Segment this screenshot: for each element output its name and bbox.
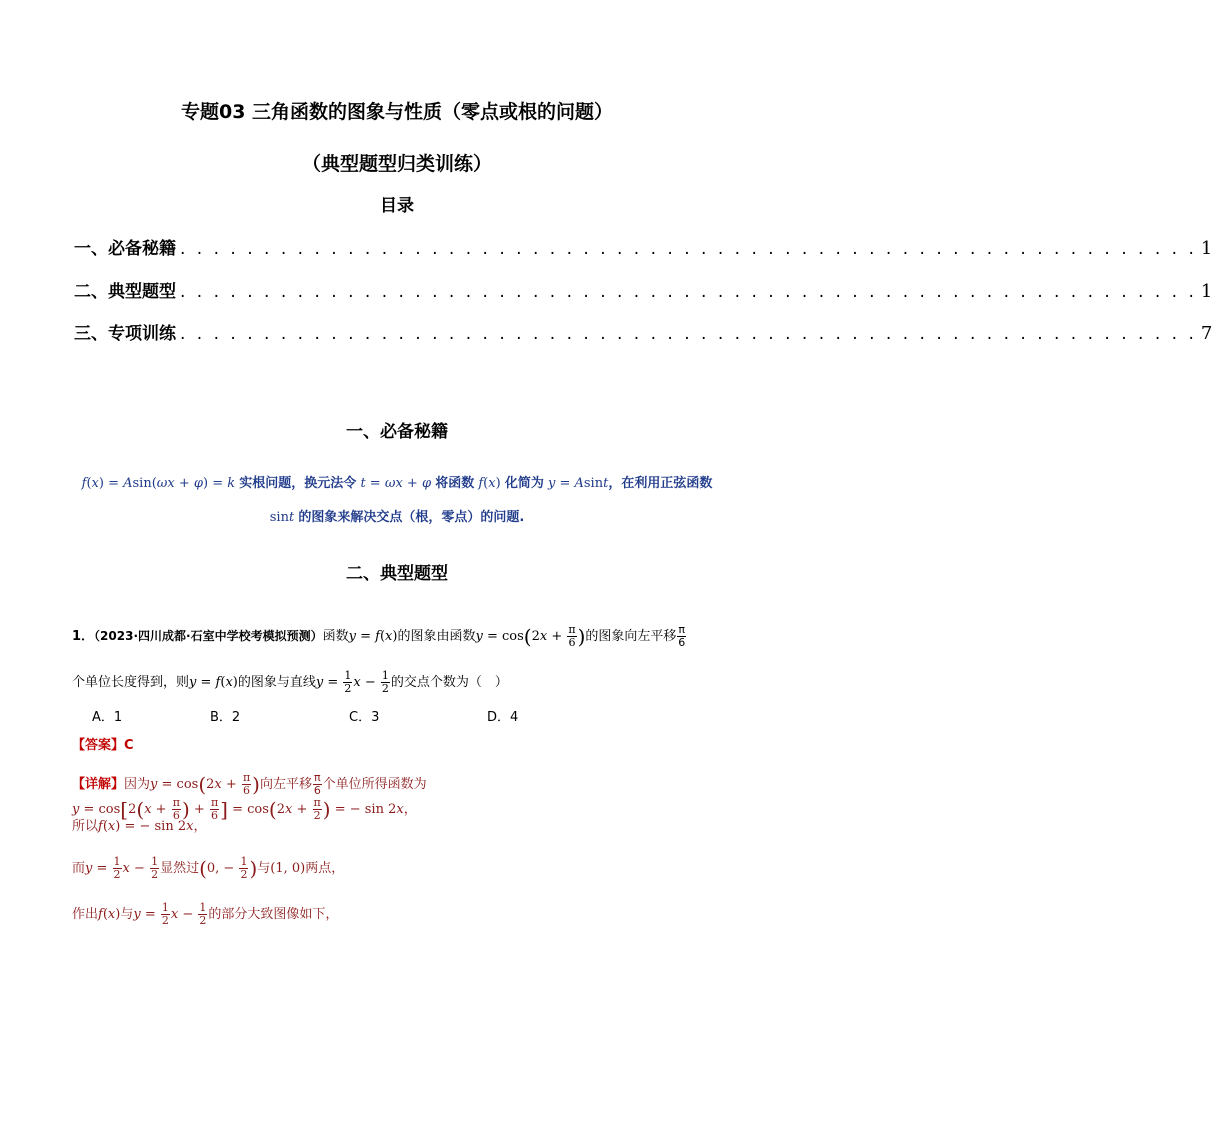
page-subtitle: （典型题型归类训练） [301,153,492,175]
tip-line-1: f(x) = Asin(ωx + φ) = k 实根问题，换元法令 t = ωx + φ 将函数 f(x) 化简为 y = Asint，在利用正弦函数 [81,476,713,491]
toc-page: 1 [1200,238,1212,259]
toc-row[interactable] [74,277,1212,302]
toc-page: 1 [1200,281,1212,302]
toc-page: 7 [1200,323,1212,344]
question-line-2: 个单位长度得到，则y = f(x)的图象与直线y = $\frac{1}{2}$ x − $\frac{1}{2}$ 的交点个数为（ ） [72,669,508,695]
toc-label: 三、专项训练 [74,324,176,344]
toc-leader: . . . . . . . . . . . . . . . . . . . . . . . . . . . . . . . . . . . . . . . . . . . . . . . . . . . . . . . . . . . . . [180,282,1197,302]
toc-leader: . . . . . . . . . . . . . . . . . . . . . . . . . . . . . . . . . . . . . . . . . . . . . . . . . . . . . . . . . . . . . [180,239,1197,259]
option-c[interactable]: C．3 [349,710,380,725]
toc-label: 二、典型题型 [74,282,176,302]
toc-row[interactable] [74,319,1212,344]
section-heading: 二、典型题型 [346,564,448,584]
detail-line-3: 而y = $\frac{1}{2}$ x − $\frac{1}{2}$ 显然过(0, − $\frac{1}{2}$ )与(1, 0)两点， [72,855,345,881]
section-heading: 一、必备秘籍 [346,422,448,442]
detail-line-2: 所以f(x) = − sin 2x， [72,819,207,834]
detail-line-1: 【详解】因为y = cos(2x + $\frac{\pi}{6}$ )向左平移 $\frac{\pi}{6}$ 个单位所得函数为y = cos[2(x + $\frac{\pi}{6}$ ) + $\frac{\pi}{6}$ ] = cos(2x + $\frac{\pi}{2}$ ) = − sin 2x， [72,771,427,822]
answer-line: 【答案】C [72,738,134,753]
option-b[interactable]: B．2 [210,710,241,725]
option-d[interactable]: D．4 [487,710,519,725]
page-title: 专题03 三角函数的图象与性质（零点或根的问题） [180,101,614,123]
question-line-1: 1．（2023·四川成都·石室中学校考模拟预测）函数y = f(x)的图象由函数y = cos(2x + $\frac{\pi}{6}$ )的图象向左平移 $\frac{\pi}{6}$ [72,623,686,649]
toc-heading: 目录 [380,196,414,216]
toc-label: 一、必备秘籍 [74,239,176,259]
toc-leader: . . . . . . . . . . . . . . . . . . . . . . . . . . . . . . . . . . . . . . . . . . . . . . . . . . . . . . . . . . . . . [180,324,1197,344]
option-a[interactable]: A．1 [92,710,123,725]
tip-line-2: sint 的图象来解决交点（根，零点）的问题. [269,510,525,525]
toc-row[interactable] [74,234,1212,259]
detail-line-4: 作出f(x)与y = $\frac{1}{2}$ x − $\frac{1}{2}$ 的部分大致图像如下， [72,901,339,927]
